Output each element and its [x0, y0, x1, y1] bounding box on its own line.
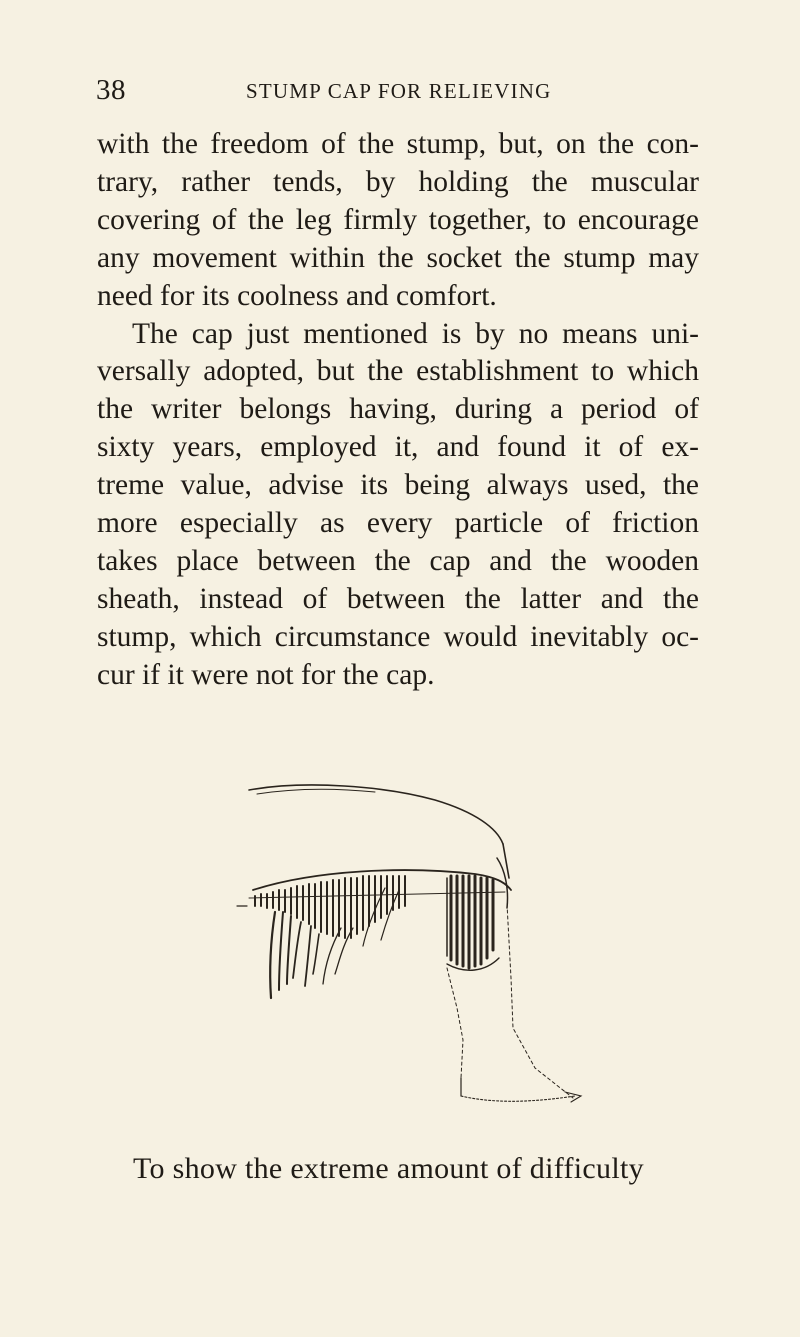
stump-cap-illustration-icon: [235, 778, 615, 1118]
text-line: treme value, advise its being always used, the: [97, 469, 699, 502]
text-line: with the freedom of the stump, but, on the con-: [97, 128, 699, 160]
text-line: stump, which circumstance would inevitably oc-: [97, 620, 699, 653]
page-header: [96, 74, 596, 114]
text-line: trary, rather tends, by holding the muscular: [97, 165, 699, 198]
text-line: need for its coolness and comfort.: [97, 279, 497, 312]
text-line: versally adopted, but the establishment to which: [97, 355, 699, 388]
text-line: the writer belongs having, during a period of: [97, 393, 699, 426]
text-line: The cap just mentioned is by no means uni-: [132, 317, 699, 350]
text-line: sheath, instead of between the latter and the: [97, 582, 699, 615]
stump-cap-figure: [235, 778, 615, 1118]
text-line: cur if it were not for the cap.: [97, 658, 435, 691]
running-head: STUMP CAP FOR RELIEVING: [246, 79, 552, 103]
page-number: 38: [96, 74, 126, 106]
body-text: [97, 126, 699, 695]
text-line: covering of the leg firmly together, to encourage: [97, 203, 699, 236]
continuation-line: To show the extreme amount of difficulty: [133, 1152, 644, 1185]
text-line: sixty years, employed it, and found it of ex-: [97, 431, 699, 464]
text-line: more especially as every particle of friction: [97, 507, 699, 540]
text-line: takes place between the cap and the wooden: [97, 544, 699, 577]
text-line: any movement within the socket the stump may: [97, 241, 699, 274]
